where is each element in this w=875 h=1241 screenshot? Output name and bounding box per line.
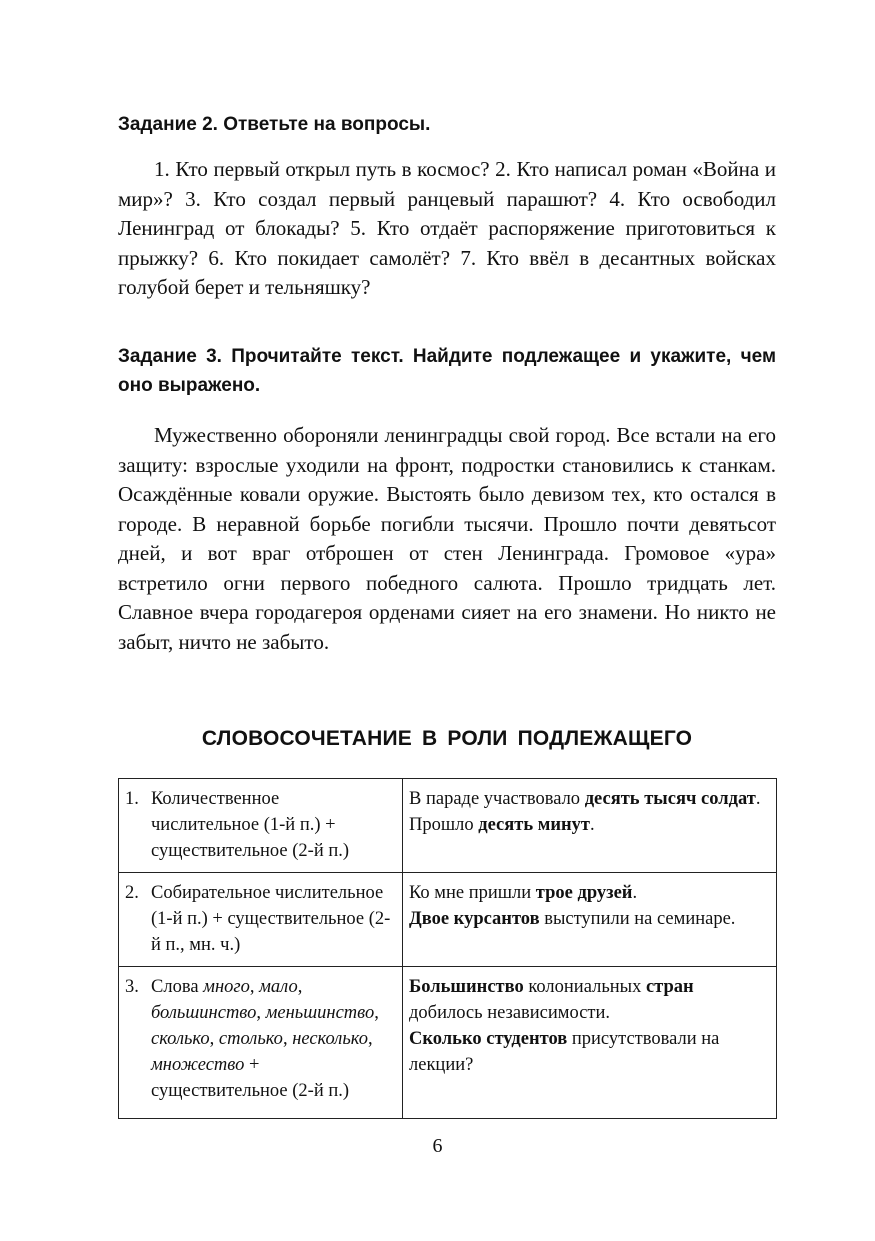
- rule-cell: [119, 873, 403, 967]
- row-number: 2.: [125, 883, 139, 903]
- rule-word: ,: [249, 977, 260, 997]
- rule-word-italic: меньшинство: [265, 1003, 375, 1023]
- example-text: выступили на семинаре.: [539, 909, 736, 929]
- rule-word-italic: сколько: [151, 1029, 210, 1049]
- table-row: [119, 873, 777, 967]
- task3-title: Задание 3. Прочитайте текст. Найдите подлежащее и укажите, чем оно выражено.: [118, 346, 776, 396]
- example-text: добилось независимости.: [409, 1003, 611, 1023]
- rule-text: [151, 974, 391, 1104]
- task2-title: Задание 2. Ответьте на вопросы.: [118, 114, 431, 135]
- example-subject: Сколько студентов: [409, 1029, 568, 1049]
- example-line: [409, 812, 770, 838]
- example-text: .: [590, 815, 595, 835]
- example-text: .: [632, 883, 638, 903]
- rule-word-italic: столько: [218, 1029, 283, 1049]
- page-number: 6: [432, 1135, 443, 1157]
- example-line: [409, 906, 770, 932]
- section-title: СЛОВОСОЧЕТАНИЕ В РОЛИ ПОДЛЕЖАЩЕГО: [201, 727, 693, 750]
- example-text: В параде участвовало: [409, 789, 585, 809]
- rule-word-italic: мало: [259, 977, 298, 997]
- rule-word: ,: [367, 1029, 373, 1049]
- rule-word: + существительное (2-й п.): [151, 1055, 350, 1101]
- rule-word: ,: [297, 977, 303, 997]
- example-cell: [403, 873, 777, 967]
- example-line: [409, 786, 770, 812]
- example-subject: стран: [645, 977, 694, 997]
- rule-word: ,: [256, 1003, 266, 1023]
- example-text: .: [755, 789, 761, 809]
- example-subject: десять тысяч солдат: [584, 789, 756, 809]
- example-line: [409, 880, 770, 906]
- rule-word: ,: [374, 1003, 379, 1023]
- example-subject: десять минут: [478, 815, 590, 835]
- example-text: колониальных: [523, 977, 646, 997]
- rule-word-italic: много: [203, 977, 250, 997]
- row-number: 1.: [125, 789, 139, 809]
- example-subject: Большинство: [409, 977, 524, 997]
- example-text: Прошло: [409, 815, 479, 835]
- rule-cell: [119, 779, 403, 873]
- example-subject: Двое курсантов: [409, 909, 540, 929]
- rule-word: ,: [282, 1029, 293, 1049]
- example-text: Ко мне пришли: [409, 883, 536, 903]
- table-row: [119, 779, 777, 873]
- rule-word-italic: большинство: [151, 1003, 257, 1023]
- example-line: [409, 974, 770, 1026]
- rule-word: Слова: [151, 977, 204, 997]
- rule-word-italic: множество: [151, 1055, 245, 1075]
- task3-text: Мужественно обороняли ленинградцы свой город. Все встали на его защиту: взрослые уходили на фронт, подростки становились к станкам. Осаждённые ковали оружие. Выстоять было девизом тех, кто остался в городе. В неравной борьбе погибли тысячи. Прошло почти девятьсот дней, и вот враг отброшен от стен Ленинграда. Громовое «ура» встретило огни первого победного салюта. Прошло тридцать лет. Славное вчера городагероя орденами сияет на его знамени. Но никто не забыт, ничто не забыто.: [118, 423, 776, 654]
- example-line: [409, 1026, 770, 1078]
- table-row: [119, 967, 777, 1119]
- grammar-table: [118, 778, 777, 1119]
- example-subject: трое друзей: [535, 883, 633, 903]
- example-cell: [403, 967, 777, 1119]
- example-text: присутствовали на лекции?: [409, 1029, 720, 1075]
- rule-text: Количественное числительное (1-й п.) + существительное (2-й п.): [151, 789, 350, 861]
- rule-word: ,: [209, 1029, 219, 1049]
- rule-text: Собирательное числительное (1-й п.) + существительное (2-й п., мн. ч.): [151, 883, 391, 955]
- rule-cell: [119, 967, 403, 1119]
- task2-text: 1. Кто первый открыл путь в космос? 2. Кто написал роман «Война и мир»? 3. Кто создал первый ранцевый парашют? 4. Кто освободил Ленинград от блокады? 5. Кто отдаёт распоряжение приготовиться к прыжку? 6. Кто покидает самолёт? 7. Кто ввёл в десантных войсках голубой берет и тельняшку?: [118, 157, 776, 299]
- example-cell: [403, 779, 777, 873]
- row-number: 3.: [125, 977, 139, 997]
- rule-word-italic: несколько: [292, 1029, 368, 1049]
